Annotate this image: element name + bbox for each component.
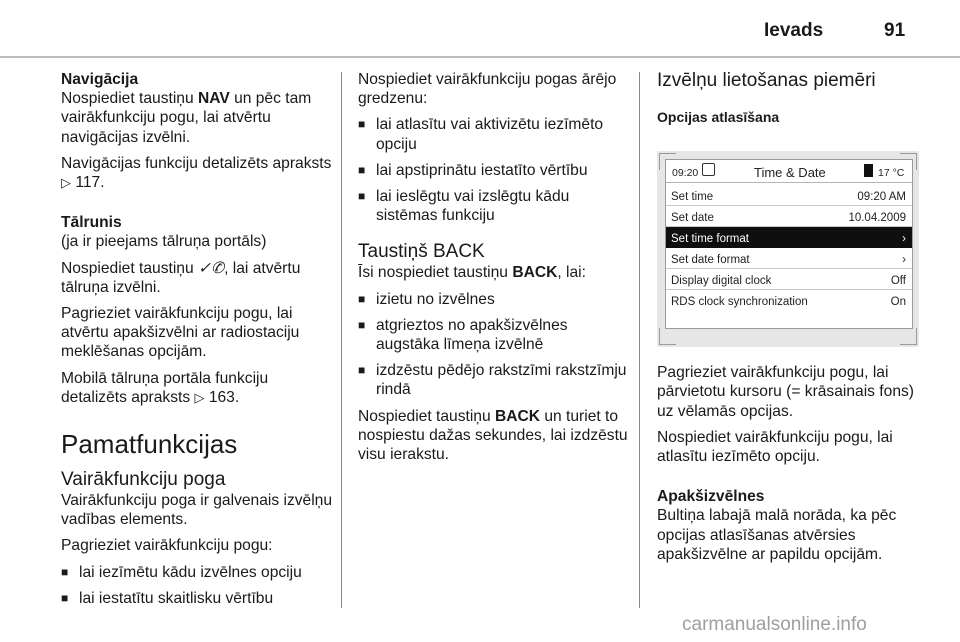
phone-paragraph-3: Pagrieziet vairākfunkciju pogu, lai atvērtu apakšizvēlni ar radiostaciju meklēšanas opcijām. bbox=[61, 305, 300, 361]
nav-paragraph-2 bbox=[61, 154, 333, 192]
phone-key-icon: ✓✆ bbox=[197, 259, 225, 277]
screen-title: Time & Date bbox=[754, 165, 826, 181]
battery-icon bbox=[864, 164, 873, 177]
multifunction-knob-title: Vairākfunkciju poga bbox=[61, 469, 226, 491]
column-1 bbox=[61, 70, 333, 615]
list-item: ■ lai ieslēgtu vai izslēgtu kādu sistēmas funkciju bbox=[358, 187, 628, 225]
menu-row-rds-clock-sync[interactable] bbox=[666, 290, 912, 310]
page-header bbox=[0, 0, 960, 62]
menu-row-set-time-format[interactable] bbox=[666, 227, 912, 248]
menu-row-set-date[interactable] bbox=[666, 206, 912, 227]
basic-functions-title: Pamatfunkcijas bbox=[61, 429, 238, 460]
option-paragraph-2: Nospiediet vairākfunkciju pogu, lai atlasītu iezīmēto opciju. bbox=[657, 428, 893, 466]
row-label: RDS clock synchronization bbox=[671, 296, 808, 309]
text: , lai atvērtu tālruņa izvēlni. bbox=[61, 259, 301, 296]
text: un turiet to nospiestu dažas sekundes, lai izdzēstu visu ierakstu. bbox=[358, 407, 628, 464]
submenu-arrow-icon: › bbox=[902, 233, 906, 246]
phone-heading: Tālrunis bbox=[61, 214, 122, 232]
option-paragraph-1: Pagrieziet vairākfunkciju pogu, lai pārvietotu kursoru (= krāsainais fons) uz vēlamās opcijas. bbox=[657, 364, 914, 420]
text: Navigācijas funkciju detalizēts apraksts bbox=[61, 154, 332, 172]
row-label: Set time format bbox=[671, 233, 749, 246]
back-key: BACK bbox=[512, 264, 558, 282]
menu-row-set-date-format[interactable] bbox=[666, 248, 912, 269]
clock-icon bbox=[702, 163, 715, 176]
page-ref-icon: ▷ bbox=[194, 389, 205, 405]
menu-row-display-digital-clock[interactable] bbox=[666, 269, 912, 290]
press-paragraph: Nospiediet vairākfunkciju pogas ārējo gredzenu: bbox=[358, 71, 617, 108]
phone-page-ref[interactable]: 163. bbox=[208, 388, 240, 406]
multi-paragraph-2: Pagrieziet vairākfunkciju pogu: bbox=[61, 537, 273, 555]
nav-key: NAV bbox=[197, 90, 230, 108]
column-3 bbox=[657, 70, 925, 571]
header-rule bbox=[0, 56, 960, 58]
watermark: carmanualsonline.info bbox=[682, 614, 867, 635]
row-value: 09:20 AM bbox=[857, 191, 906, 204]
infotainment-screen bbox=[665, 159, 913, 329]
row-label: Set date bbox=[671, 212, 714, 225]
back-bullets bbox=[358, 290, 628, 400]
multi-bullets bbox=[61, 563, 333, 608]
list-item: ■ izietu no izvēlnes bbox=[358, 290, 628, 309]
nav-heading: Navigācija bbox=[61, 71, 139, 88]
column-divider bbox=[639, 72, 640, 608]
phone-paragraph-2 bbox=[61, 259, 333, 297]
row-label: Set time bbox=[671, 191, 714, 204]
screen-time: 09:20 bbox=[672, 167, 699, 180]
menu-examples-title: Izvēlņu lietošanas piemēri bbox=[657, 70, 876, 91]
list-item: ■ lai atlasītu vai aktivizētu iezīmēto opciju bbox=[358, 115, 628, 153]
corner-mark bbox=[900, 328, 917, 345]
screen-temperature: 17 °C bbox=[878, 167, 905, 180]
list-item: ■ lai iestatītu skaitlisku vērtību bbox=[61, 589, 333, 608]
list-item: ■ izdzēstu pēdējo rakstzīmi rakstzīmju rindā bbox=[358, 361, 628, 399]
nav-page-ref[interactable]: 117. bbox=[75, 174, 105, 192]
option-selection-heading: Opcijas atlasīšana bbox=[657, 109, 780, 125]
multi-paragraph-1: Vairākfunkciju poga ir galvenais izvēlņu vadības elements. bbox=[61, 492, 333, 529]
phone-paragraph-1: (ja ir pieejams tālruņa portāls) bbox=[61, 233, 267, 251]
phone-paragraph-4 bbox=[61, 369, 333, 407]
text: , lai: bbox=[557, 264, 586, 282]
page-number: 91 bbox=[884, 20, 906, 41]
column-2 bbox=[358, 70, 628, 471]
row-label: Display digital clock bbox=[671, 275, 772, 288]
press-bullets bbox=[358, 115, 628, 225]
spacer bbox=[657, 473, 925, 487]
submenus-paragraph: Bultiņa labajā malā norāda, ka pēc opcijas atlasīšanas atvērsies apakšizvēlne ar papildu opcijām. bbox=[657, 507, 897, 563]
submenus-heading: Apakšizvēlnes bbox=[657, 488, 765, 506]
back-key: BACK bbox=[494, 407, 541, 425]
section-title: Ievads bbox=[764, 20, 824, 41]
text: Nospiediet taustiņu bbox=[61, 90, 198, 108]
row-value: On bbox=[890, 296, 906, 309]
list-item: ■ atgrieztos no apakšizvēlnes augstāka līmeņa izvēlnē bbox=[358, 316, 628, 354]
corner-mark bbox=[659, 328, 676, 345]
back-button-title: Taustiņš BACK bbox=[358, 241, 485, 263]
back-paragraph-1 bbox=[358, 263, 628, 282]
display-illustration bbox=[657, 151, 919, 347]
text: Nospiediet taustiņu bbox=[61, 259, 198, 277]
text: Mobilā tālruņa portāla funkciju detalizēts apraksts bbox=[61, 369, 269, 406]
text: Īsi nospiediet taustiņu bbox=[358, 264, 513, 282]
back-paragraph-2 bbox=[358, 407, 628, 465]
nav-paragraph-1 bbox=[61, 89, 333, 147]
spacer bbox=[61, 199, 333, 213]
row-label: Set date format bbox=[671, 254, 750, 267]
screen-status-bar bbox=[666, 160, 912, 183]
menu-row-set-time[interactable] bbox=[666, 185, 912, 206]
list-item: ■ lai iezīmētu kādu izvēlnes opciju bbox=[61, 563, 333, 582]
list-item: ■ lai apstiprinātu iestatīto vērtību bbox=[358, 161, 628, 180]
column-divider bbox=[341, 72, 342, 608]
row-value: 10.04.2009 bbox=[848, 212, 906, 225]
page-ref-icon: ▷ bbox=[61, 175, 71, 191]
text: Nospiediet taustiņu bbox=[358, 407, 495, 425]
submenu-arrow-icon: › bbox=[902, 254, 906, 267]
text: un pēc tam vairākfunkciju pogu, lai atvērtu navigācijas izvēlni. bbox=[61, 90, 312, 146]
row-value: Off bbox=[890, 275, 906, 288]
